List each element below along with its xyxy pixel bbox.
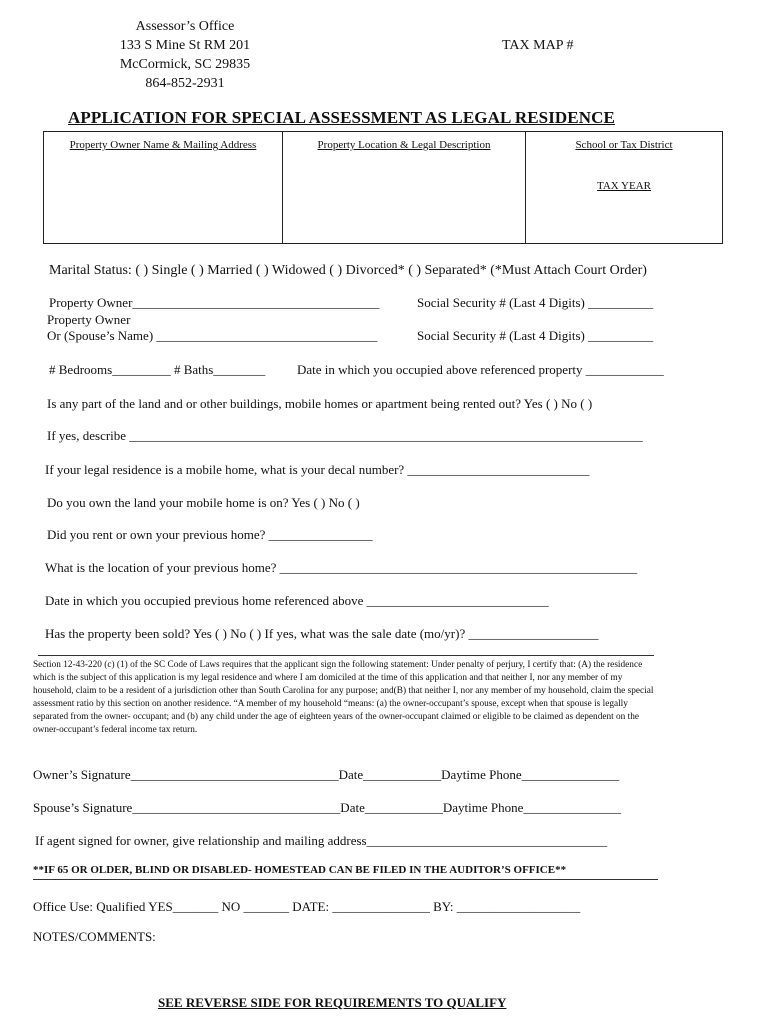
homestead-underline (33, 879, 658, 880)
spouse-ssn-field[interactable]: Social Security # (Last 4 Digits) __________ (417, 328, 654, 343)
property-info-box (43, 131, 723, 244)
reverse-side-note: SEE REVERSE SIDE FOR REQUIREMENTS TO QUALIFY (158, 995, 507, 1010)
tax-year-label: TAX YEAR (596, 180, 651, 192)
owner-address-header: Property Owner Name & Mailing Address (69, 139, 257, 151)
date-occupied-field[interactable]: Date in which you occupied above referenced property ____________ (297, 362, 664, 377)
office-name: Assessor’s Office (135, 19, 235, 34)
owner-ssn-field[interactable]: Social Security # (Last 4 Digits) __________ (417, 295, 654, 310)
spouse-name-field[interactable]: Or (Spouse’s Name) __________________________________ (47, 328, 378, 343)
bedrooms-baths-field[interactable]: # Bedrooms_________ # Baths________ (49, 362, 266, 377)
property-location-header: Property Location & Legal Description (317, 139, 491, 151)
property-owner-field[interactable]: Property Owner______________________________________ (49, 295, 380, 310)
property-sold-question[interactable]: Has the property been sold? Yes ( ) No ( ) If yes, what was the sale date (mo/yr)? ____________________ (45, 626, 599, 641)
previous-location-field[interactable]: What is the location of your previous home? _______________________________________________________ (45, 560, 638, 575)
rented-out-question[interactable]: Is any part of the land and or other buildings, mobile homes or apartment being rented out? Yes ( ) No ( ) (47, 396, 593, 411)
form-title: APPLICATION FOR SPECIAL ASSESSMENT AS LEGAL RESIDENCE (68, 108, 615, 127)
tax-district-cell[interactable] (526, 132, 722, 243)
owner-signature-field[interactable]: Owner’s Signature________________________________Date____________Daytime Phone_______________ (33, 767, 620, 782)
section-divider (38, 655, 654, 656)
office-street: 133 S Mine St RM 201 (119, 38, 251, 53)
if-yes-describe-field[interactable]: If yes, describe _______________________________________________________________________________ (47, 428, 643, 443)
property-owner-2-label: Property Owner (47, 312, 131, 327)
homestead-note: **IF 65 OR OLDER, BLIND OR DISABLED- HOMESTEAD CAN BE FILED IN THE AUDITOR’S OFFICE** (33, 864, 567, 876)
marital-status-field[interactable]: Marital Status: ( ) Single ( ) Married ( ) Widowed ( ) Divorced* ( ) Separated* (*Must Attach Court Order) (49, 263, 647, 278)
previous-date-field[interactable]: Date in which you occupied previous home referenced above ____________________________ (45, 593, 549, 608)
perjury-statement: Section 12-43-220 (c) (1) of the SC Code of Laws requires that the applicant sign the following statement: Under penalty of perjury, I certify that: (A) the residence which is the subject of this application is my legal residence and where I am domiciled at the time of this application and that neither I, nor any member of my household, claim to be a resident of a jurisdiction other than South Carolina for any purpose; and(B) that neither I, nor any member of my household, claim the special assessment ratio by this section on another residence. “A member of my household “means: (a) the owner-occupant’s spouse, except when that spouse is legally separated from the owner- occupant; and (b) any child under the age of eighteen years of the owner-occupant claimed or eligible to be claimed as dependent on the owner-occupant’s federal income tax return. (33, 660, 654, 735)
tax-district-header: School or Tax District (575, 139, 673, 151)
office-city: McCormick, SC 29835 (119, 57, 251, 72)
spouse-signature-field[interactable]: Spouse’s Signature________________________________Date____________Daytime Phone_______________ (33, 800, 621, 815)
office-use-field[interactable]: Office Use: Qualified YES_______ NO _______ DATE: _______________ BY: ___________________ (33, 899, 581, 914)
notes-comments-label: NOTES/COMMENTS: (33, 929, 156, 944)
owner-address-cell[interactable] (44, 132, 283, 243)
own-land-question[interactable]: Do you own the land your mobile home is on? Yes ( ) No ( ) (47, 495, 360, 510)
agent-relationship-field[interactable]: If agent signed for owner, give relationship and mailing address_____________________________________ (35, 833, 608, 848)
property-location-cell[interactable] (283, 132, 526, 243)
decal-number-field[interactable]: If your legal residence is a mobile home, what is your decal number? ____________________________ (45, 462, 590, 477)
office-address-block (105, 17, 265, 93)
rent-own-previous-field[interactable]: Did you rent or own your previous home? ________________ (47, 527, 373, 542)
office-phone: 864-852-2931 (145, 76, 225, 91)
tax-map-label: TAX MAP # (502, 38, 574, 53)
